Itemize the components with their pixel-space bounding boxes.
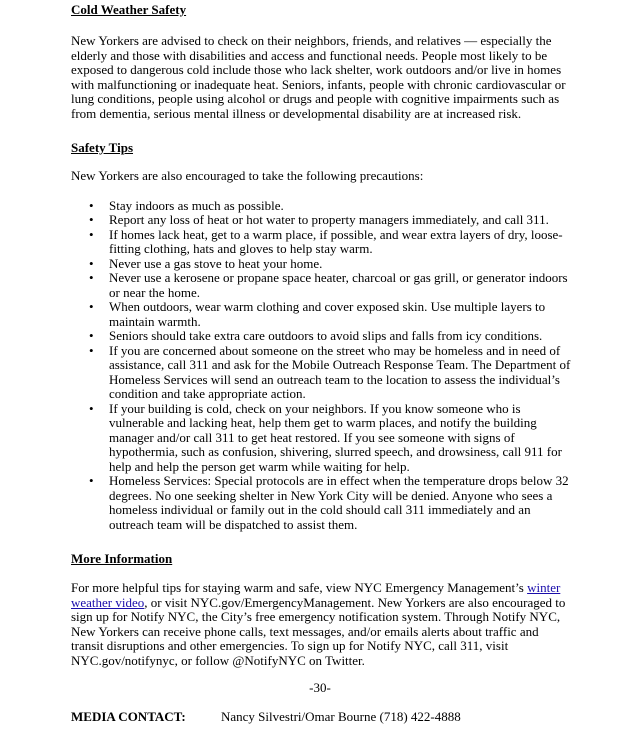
list-item (71, 344, 571, 402)
more-information-heading: More Information (71, 551, 173, 566)
document-page (71, 2, 571, 724)
list-item-text: If your building is cold, check on your neighbors. If you know someone who is vulnerable and lacking heat, help them get to warm places, and notify the building manager and/or call 311 to get heat restored. If you see someone with signs of hypothermia, such as confusion, shivering, slurred speech, and drowsiness, call 911 for help and help the person get warm while waiting for help. (109, 400, 562, 474)
list-item-text: Report any loss of heat or hot water to property managers immediately, and call 311. (109, 212, 549, 227)
list-item (71, 329, 571, 344)
list-item (71, 213, 571, 228)
list-item-text: When outdoors, wear warm clothing and cover exposed skin. Use multiple layers to maintain warmth. (109, 299, 546, 329)
cold-weather-safety-heading: Cold Weather Safety (71, 2, 187, 17)
list-item (71, 199, 571, 214)
list-item-text: Stay indoors as much as possible. (109, 197, 284, 213)
list-item (71, 228, 571, 257)
list-item (71, 257, 571, 272)
more-info-text-before: For more helpful tips for staying warm and safe, view NYC Emergency Management’s (71, 580, 528, 595)
bullet-icon: • (89, 270, 94, 285)
list-item-text: If homes lack heat, get to a warm place, if possible, and wear extra layers of dry, loose-fitting clothing, hats and gloves to help stay warm. (109, 226, 563, 256)
bullet-icon: • (89, 400, 94, 416)
list-item-text: Homeless Services: Special protocols are in effect when the temperature drops below 32 degrees. No one seeking shelter in New York City will be denied. Anyone who sees a homeless individual or family out in the cold should call 311 immediately and an outreach team will be dispatched to assist them. (109, 473, 569, 532)
media-contact-label: MEDIA CONTACT: (71, 708, 186, 724)
bullet-icon: • (89, 255, 94, 271)
more-info-text-after: , or visit NYC.gov/EmergencyManagement. New Yorkers are also encouraged to sign up for Notify NYC, the City’s free emergency notification system. Through Notify NYC, New Yorkers can receive phone calls, text messages, and/or emails alerts about traffic and transit disruptions and other emergencies. To sign up for Notify NYC, call 311, visit NYC.gov/notifynyc, or follow @NotifyNYC on Twitter. (71, 594, 566, 668)
safety-tips-list (71, 199, 571, 533)
list-item-text: Never use a gas stove to heat your home. (109, 255, 323, 271)
list-item (71, 271, 571, 300)
bullet-icon: • (89, 212, 94, 227)
winter-weather-video-link[interactable]: winter weather video (71, 580, 561, 610)
media-contact-value: Nancy Silvestri/Omar Bourne (718) 422-4888 (221, 708, 461, 724)
list-item-text: If you are concerned about someone on the street who may be homeless and in need of assistance, call 311 and ask for the Mobile Outreach Response Team. The Department of Homeless Services will send an outreach team to the location to assess the individual’s condition and take appropriate action. (109, 342, 571, 401)
list-item-text: Never use a kerosene or propane space heater, charcoal or gas grill, or generator indoors or near the home. (109, 270, 568, 300)
bullet-icon: • (89, 342, 94, 358)
safety-tips-intro: New Yorkers are also encouraged to take the following precautions: (71, 168, 424, 183)
list-item-text: Seniors should take extra care outdoors to avoid slips and falls from icy conditions. (109, 328, 543, 343)
list-item (71, 300, 571, 329)
cold-weather-safety-paragraph: New Yorkers are advised to check on their neighbors, friends, and relatives — especially the elderly and those with disabilities and access and functional needs. People most likely to be exposed to dangerous cold include those who lack shelter, work outdoors and/or live in homes with malfunctioning or inadequate heat. Seniors, infants, people with chronic cardiovascular or lung conditions, people using alcohol or drugs and people with cognitive impairments such as from dementia, serious mental illness or developmental disability are at increased risk. (71, 33, 566, 121)
page-number: -30- (309, 680, 331, 695)
bullet-icon: • (89, 328, 94, 343)
more-information-paragraph (71, 581, 571, 668)
media-contact (71, 710, 571, 725)
list-item (71, 402, 571, 475)
list-item (71, 474, 571, 532)
bullet-icon: • (89, 299, 94, 314)
bullet-icon: • (89, 473, 94, 488)
safety-tips-heading: Safety Tips (71, 140, 134, 155)
bullet-icon: • (89, 226, 94, 242)
bullet-icon: • (89, 197, 94, 213)
